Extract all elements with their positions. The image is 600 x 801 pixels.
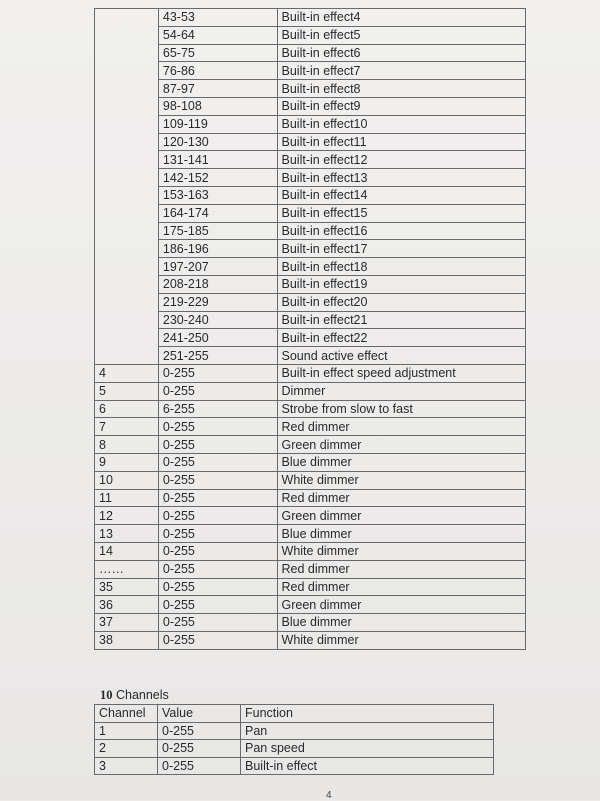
function-cell: Blue dimmer [277,525,525,543]
function-cell: Built-in effect4 [277,9,525,27]
value-cell: 43-53 [158,9,277,27]
channel-cell: 38 [95,631,159,649]
function-cell: Blue dimmer [277,614,525,632]
function-cell: Green dimmer [277,507,525,525]
value-cell: 142-152 [158,169,277,187]
value-cell: 0-255 [158,614,277,632]
header-value: Value [158,705,241,723]
function-cell: Pan speed [241,740,494,758]
function-cell: Built-in effect9 [277,97,525,115]
value-cell: 0-255 [158,740,241,758]
value-cell: 0-255 [158,525,277,543]
ten-channel-table [94,704,494,775]
value-cell: 0-255 [158,436,277,454]
value-cell: 0-255 [158,542,277,560]
table-row [95,329,526,347]
value-cell: 0-255 [158,364,277,382]
table-row [95,133,526,151]
function-cell: Pan [241,722,494,740]
table-row [95,26,526,44]
value-cell: 186-196 [158,240,277,258]
header-channel: Channel [95,705,158,723]
function-cell: Built-in effect5 [277,26,525,44]
table-row [95,169,526,187]
function-cell: Built-in effect [241,757,494,775]
table-row [95,525,526,543]
table-row [95,222,526,240]
value-cell: 0-255 [158,471,277,489]
table-row [95,151,526,169]
value-cell: 0-255 [158,382,277,400]
function-cell: Built-in effect21 [277,311,525,329]
function-cell: Dimmer [277,382,525,400]
table-header-row [95,705,494,723]
value-cell: 98-108 [158,97,277,115]
channel-cell: 14 [95,542,159,560]
channel-cell: 36 [95,596,159,614]
value-cell: 0-255 [158,453,277,471]
value-cell: 87-97 [158,80,277,98]
channel-cell: 11 [95,489,159,507]
value-cell: 131-141 [158,151,277,169]
value-cell: 54-64 [158,26,277,44]
value-cell: 6-255 [158,400,277,418]
table-row [95,596,526,614]
table-row [95,560,526,578]
function-cell: Green dimmer [277,596,525,614]
function-cell: Built-in effect22 [277,329,525,347]
page-number: 4 [326,790,332,801]
function-cell: Built-in effect speed adjustment [277,364,525,382]
value-cell: 0-255 [158,418,277,436]
value-cell: 251-255 [158,347,277,365]
function-cell: Built-in effect20 [277,293,525,311]
value-cell: 120-130 [158,133,277,151]
table-row [95,578,526,596]
table-row [95,204,526,222]
function-cell: Built-in effect16 [277,222,525,240]
function-cell: White dimmer [277,471,525,489]
channel-cell: 8 [95,436,159,454]
table-row [95,740,494,758]
channel-cell: 5 [95,382,159,400]
function-cell: Built-in effect18 [277,258,525,276]
function-cell: Built-in effect15 [277,204,525,222]
value-cell: 0-255 [158,757,241,775]
channel-cell: …… [95,560,159,578]
channel-cell [95,9,159,365]
table-row [95,542,526,560]
table-row [95,471,526,489]
table-row [95,507,526,525]
value-cell: 109-119 [158,115,277,133]
table-row [95,722,494,740]
function-cell: Green dimmer [277,436,525,454]
value-cell: 76-86 [158,62,277,80]
function-cell: Built-in effect8 [277,80,525,98]
function-cell: Built-in effect17 [277,240,525,258]
value-cell: 153-163 [158,186,277,204]
table-row [95,293,526,311]
dmx-channel-table [94,8,526,650]
channel-cell: 13 [95,525,159,543]
channel-cell: 3 [95,757,158,775]
table-row [95,757,494,775]
value-cell: 0-255 [158,507,277,525]
channel-cell: 2 [95,740,158,758]
function-cell: Built-in effect13 [277,169,525,187]
function-cell: Red dimmer [277,560,525,578]
table-row [95,364,526,382]
value-cell: 0-255 [158,596,277,614]
channel-cell: 9 [95,453,159,471]
value-cell: 175-185 [158,222,277,240]
function-cell: Built-in effect14 [277,186,525,204]
channel-cell: 35 [95,578,159,596]
value-cell: 241-250 [158,329,277,347]
table-row [95,453,526,471]
section-title-10-channels: 10 Channels [100,688,169,702]
channel-cell: 4 [95,364,159,382]
function-cell: Strobe from slow to fast [277,400,525,418]
value-cell: 0-255 [158,578,277,596]
table-row [95,62,526,80]
table-row [95,9,526,27]
value-cell: 65-75 [158,44,277,62]
function-cell: Built-in effect12 [277,151,525,169]
function-cell: Red dimmer [277,578,525,596]
value-cell: 208-218 [158,275,277,293]
channel-cell: 12 [95,507,159,525]
function-cell: Built-in effect7 [277,62,525,80]
table-row [95,382,526,400]
channel-cell: 1 [95,722,158,740]
table-row [95,258,526,276]
function-cell: Built-in effect19 [277,275,525,293]
table-row [95,44,526,62]
value-cell: 164-174 [158,204,277,222]
function-cell: Built-in effect11 [277,133,525,151]
table-row [95,489,526,507]
table-row [95,275,526,293]
value-cell: 219-229 [158,293,277,311]
table-row [95,80,526,98]
table-row [95,614,526,632]
channel-cell: 37 [95,614,159,632]
function-cell: Built-in effect6 [277,44,525,62]
table-row [95,418,526,436]
channel-cell: 6 [95,400,159,418]
header-function: Function [241,705,494,723]
table-row [95,186,526,204]
channel-cell: 10 [95,471,159,489]
table-row [95,311,526,329]
function-cell: White dimmer [277,542,525,560]
table-row [95,436,526,454]
table-row [95,631,526,649]
function-cell: White dimmer [277,631,525,649]
table-row [95,115,526,133]
function-cell: Red dimmer [277,489,525,507]
value-cell: 0-255 [158,631,277,649]
table-row [95,347,526,365]
channel-cell: 7 [95,418,159,436]
function-cell: Sound active effect [277,347,525,365]
table-row [95,97,526,115]
function-cell: Built-in effect10 [277,115,525,133]
table-row [95,400,526,418]
table-row [95,240,526,258]
function-cell: Blue dimmer [277,453,525,471]
value-cell: 0-255 [158,560,277,578]
function-cell: Red dimmer [277,418,525,436]
value-cell: 0-255 [158,722,241,740]
value-cell: 197-207 [158,258,277,276]
value-cell: 0-255 [158,489,277,507]
value-cell: 230-240 [158,311,277,329]
